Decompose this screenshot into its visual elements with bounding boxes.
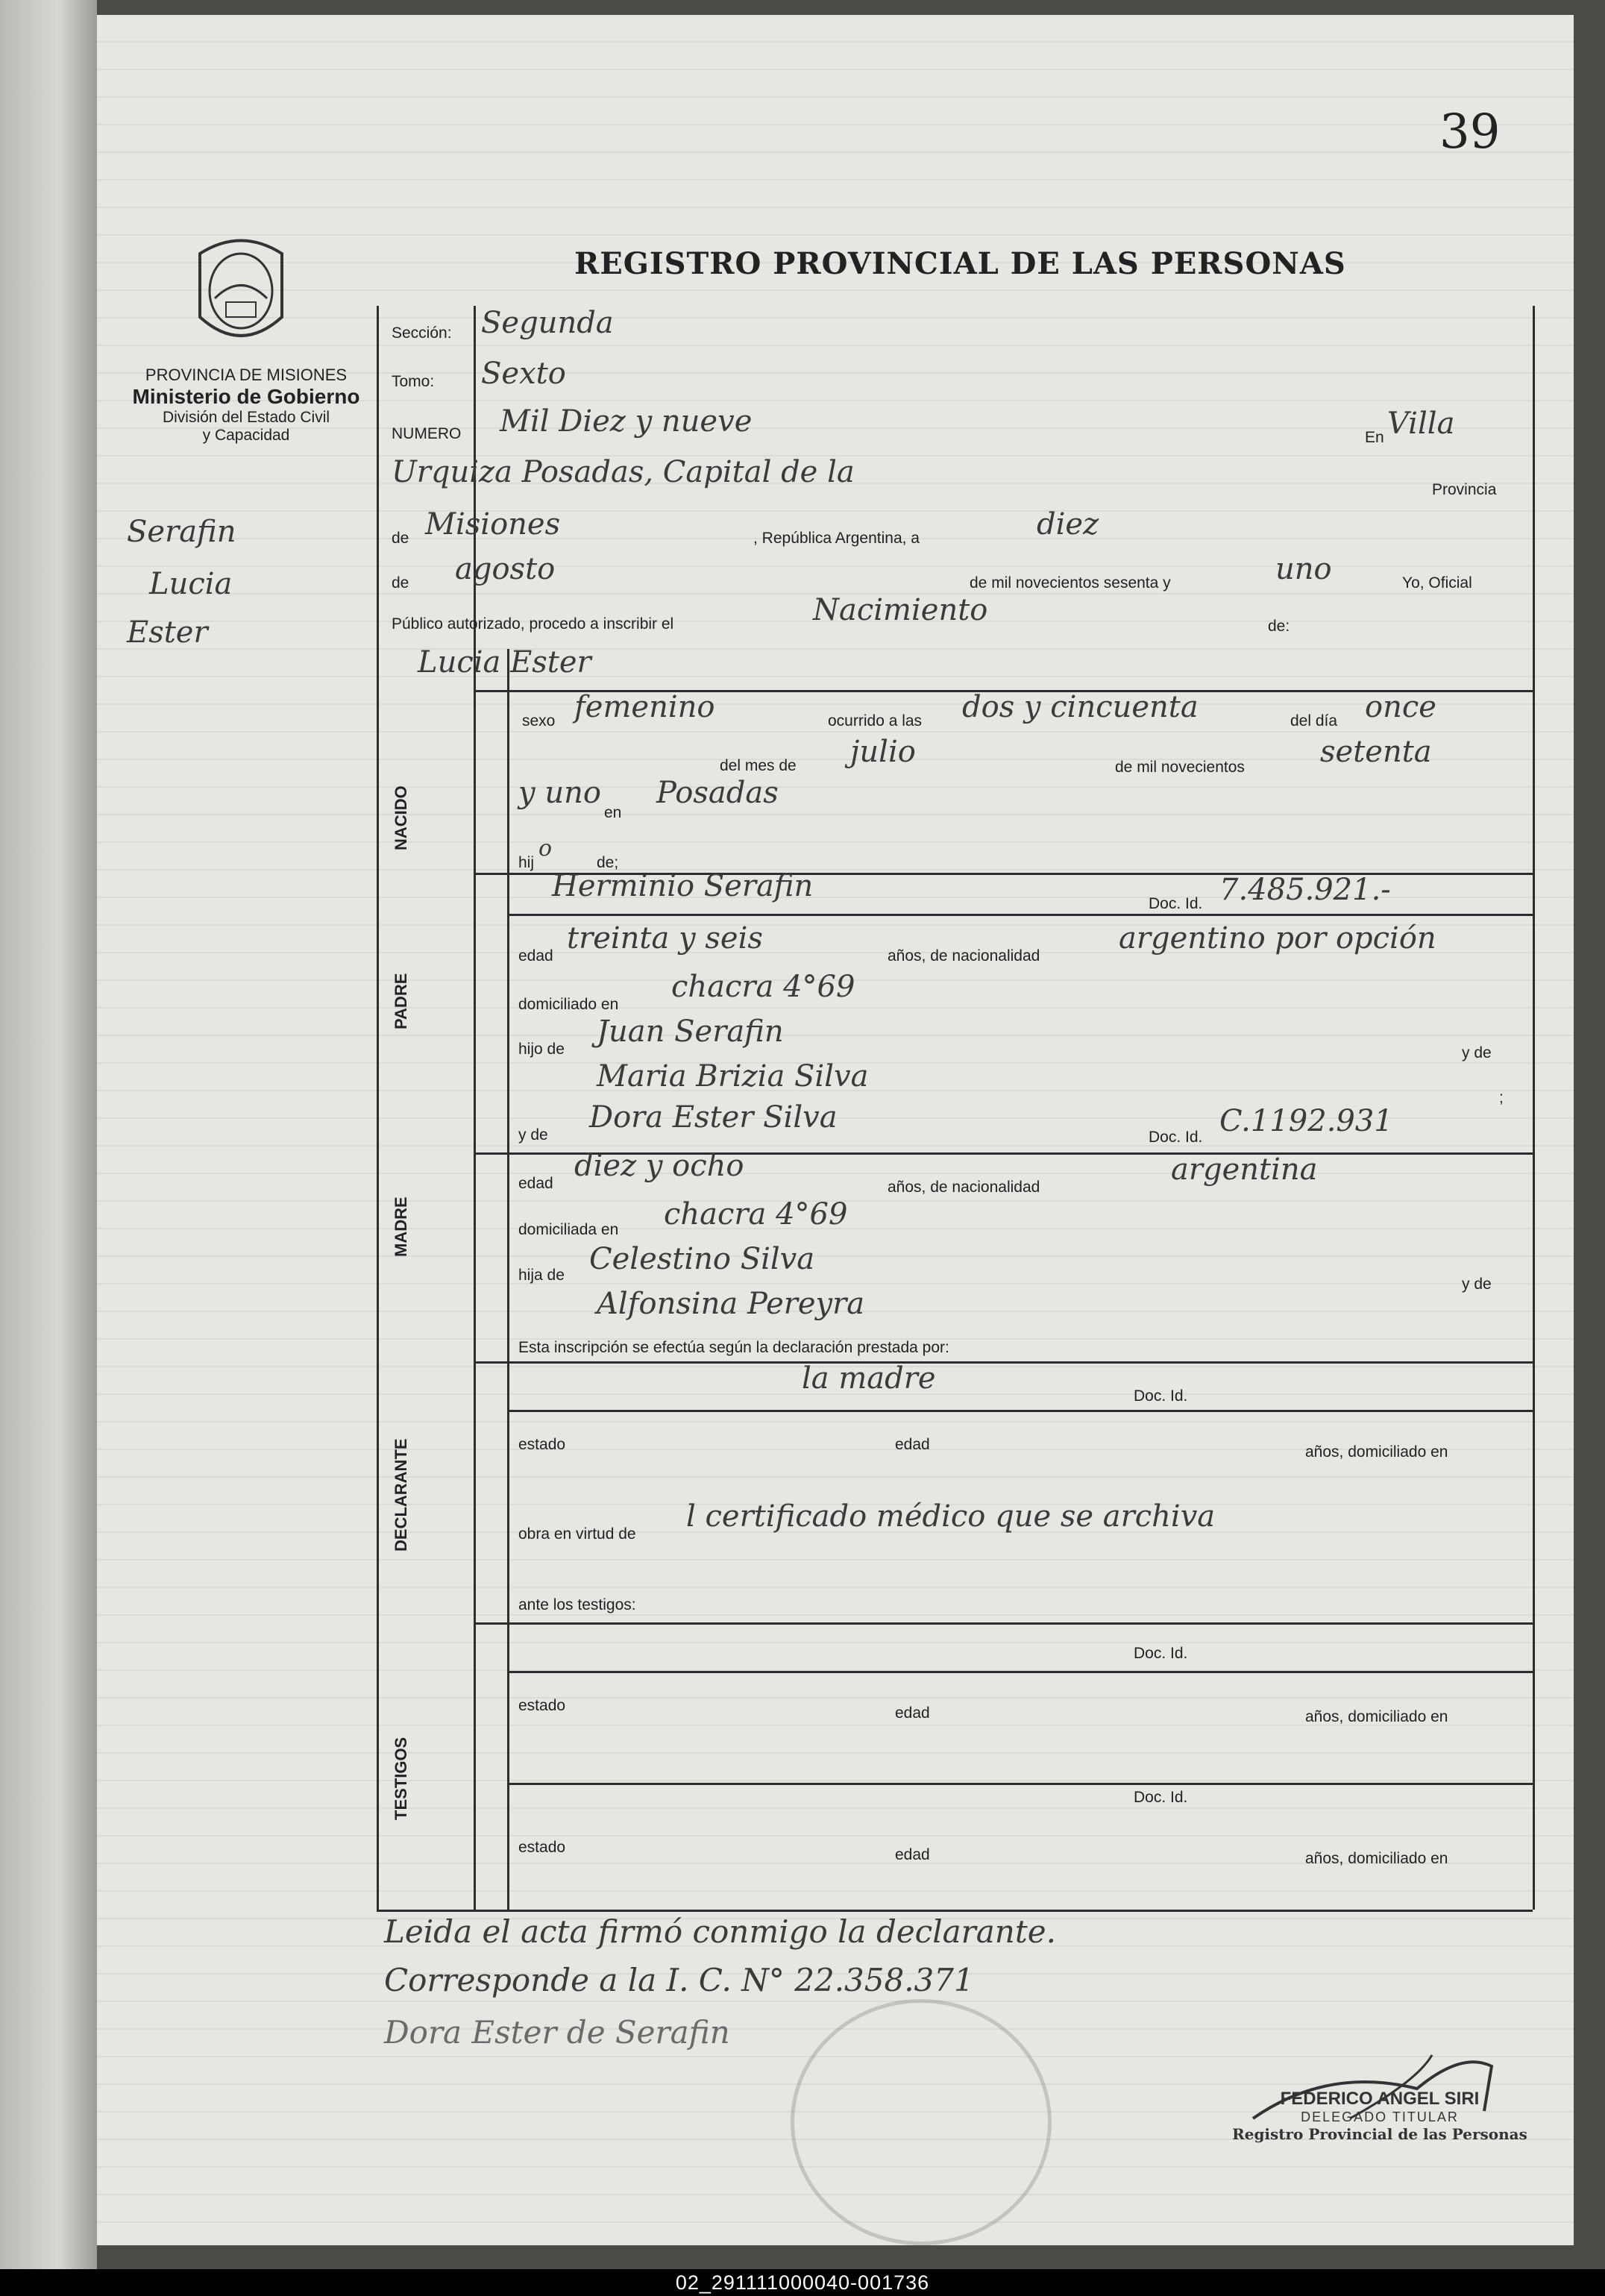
- tomo-value: Sexto: [481, 357, 566, 391]
- mes-acta-value: agosto: [455, 552, 556, 586]
- madre-hija-de-2: Alfonsina Pereyra: [597, 1287, 865, 1321]
- lugar-line-value: Urquiza Posadas, Capital de la: [392, 455, 855, 489]
- margin-name-surname: Serafin: [127, 515, 236, 549]
- lugar-nacimiento-value: Posadas: [656, 776, 779, 810]
- madre-nac-value: argentina: [1171, 1152, 1318, 1187]
- seccion-value: Segunda: [481, 306, 614, 340]
- hora-value: dos y cincuenta: [962, 690, 1199, 724]
- madre-hija-de-1: Celestino Silva: [589, 1242, 815, 1276]
- padre-doc-value: 7.485.921.-: [1219, 873, 1391, 907]
- padre-edad-value: treinta y seis: [567, 921, 763, 956]
- obra-value: l certificado médico que se archiva: [686, 1499, 1216, 1534]
- faded-stamp: [791, 1999, 1052, 2245]
- madre-nombre-value: Dora Ester Silva: [589, 1100, 838, 1135]
- sexo-value: femenino: [574, 690, 715, 724]
- page-number: 39: [1439, 104, 1501, 160]
- padre-nombre-value: Herminio Serafin: [552, 869, 814, 903]
- anio-suffix-value: y uno: [518, 776, 601, 810]
- lugar-value: Villa: [1387, 407, 1455, 441]
- provincial-seal-icon: [185, 228, 297, 354]
- ministry-header: PROVINCIA DE MISIONES Ministerio de Gobierno División del Estado Civil y Capacidad: [132, 366, 360, 444]
- madre-doc-value: C.1192.931: [1219, 1104, 1393, 1138]
- madre-dom-value: chacra 4°69: [664, 1197, 848, 1232]
- madre-edad-value: diez y ocho: [574, 1149, 744, 1183]
- padre-hijo-de-1: Juan Serafin: [597, 1014, 784, 1049]
- page-title: REGISTRO PROVINCIAL DE LAS PERSONAS: [574, 246, 1346, 281]
- nombre-value: Lucia Ester: [418, 645, 591, 680]
- closing-line-3: Dora Ester de Serafin: [384, 2014, 730, 2051]
- left-page-edge: [0, 0, 97, 2269]
- provincia-value: Misiones: [425, 507, 561, 542]
- image-id-footer: 02_291111000040-001736: [0, 2269, 1605, 2296]
- mes-value: julio: [850, 735, 916, 769]
- anio-acta-value: uno: [1275, 552, 1332, 586]
- padre-hijo-de-2: Maria Brizia Silva: [597, 1059, 869, 1094]
- register-page: 39 REGISTRO PROVINCIAL DE LAS PERSONAS PROVINCIA DE MISIONES Ministerio de Gobierno División del Estado Civil y Capacidad Serafin Lucia Ester Sección: Segunda Tomo: Sexto NUMERO Mil Diez y nueve En Villa Urquiza Posadas, Capital de la Provincia de Misiones , República Argentina, a diez de agosto de mil novecientos sesenta y uno Yo, Oficial Público autorizado, procedo a inscribir el Nacimiento de: Lucia Ester NACIDO sexo femenino ocurrido a las dos y cincuenta del día once del mes de julio de mil novecientos setenta y uno en Posadas hij o de; PADRE Herminio Serafin Doc. Id. 7.485.921.- edad treinta y seis años, de nacionalidad argentino por opción domiciliado en chacra 4°69 hijo de Juan Serafin y de Maria Brizia Silva ; y de Dora Ester Silva Doc. Id. C.1192.931 MADRE edad diez y ocho años, de nacionalidad argentina domiciliada en chacra 4°69 hija de Celestino Silva y de Alfonsina Pereyra Esta inscripción se efectúa según la declaración prestada por: DECLARANTE la madre Doc. Id. estado edad años, domiciliado en obra en virtud de l certificado médico que se archiva ante los testigos: TESTIGOS Doc. Id. estado edad años, domiciliado en Doc. Id. estado edad años, domiciliado en Leida el acta firmó conmigo la declarante. Corresponde a la I. C. N° 22.358.371 Dora Ester de Serafin FEDERICO ANGEL SIRI DELEGADO TITULAR Registro Provincial de las Personas: [97, 15, 1574, 2245]
- padre-dom-value: chacra 4°69: [671, 970, 855, 1004]
- anio-value: setenta: [1320, 735, 1432, 769]
- numero-value: Mil Diez y nueve: [500, 404, 753, 439]
- dia-value: once: [1365, 690, 1436, 724]
- closing-line-1: Leida el acta firmó conmigo la declarante.: [384, 1913, 1056, 1950]
- padre-nac-value: argentino por opción: [1119, 921, 1436, 956]
- acto-value: Nacimiento: [813, 593, 988, 627]
- closing-line-2: Corresponde a la I. C. N° 22.358.371: [384, 1962, 974, 1998]
- declarante-value: la madre: [802, 1361, 936, 1396]
- hij-suffix-value: o: [538, 835, 553, 862]
- margin-name-first: Lucia: [149, 567, 233, 601]
- dia-acta-value: diez: [1037, 507, 1099, 542]
- margin-name-second: Ester: [127, 615, 208, 650]
- signature-block: FEDERICO ANGEL SIRI DELEGADO TITULAR Registro Provincial de las Personas: [1232, 2089, 1527, 2143]
